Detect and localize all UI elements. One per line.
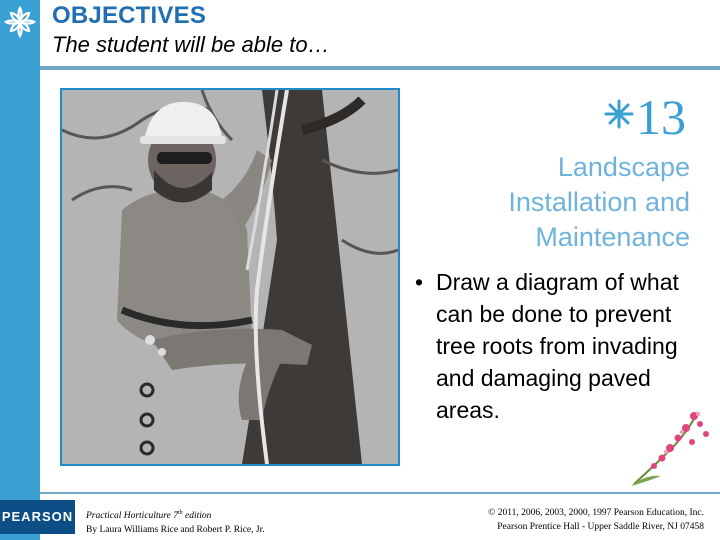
arborist-photo (60, 88, 400, 466)
book-credit (86, 506, 265, 537)
book-title: Practical Horticulture 7 (86, 511, 178, 522)
asterisk-flower-icon (0, 0, 40, 44)
objective-bullet (415, 266, 695, 426)
chapter-title-line: Maintenance (535, 222, 690, 252)
footer-divider (40, 492, 720, 494)
pearson-logo (0, 500, 75, 534)
edition-suffix: th (178, 510, 183, 516)
copyright-block (488, 506, 704, 534)
bullet-dot-icon: • (415, 269, 424, 295)
copyright-line: © 2011, 2006, 2003, 2000, 1997 Pearson Education, Inc. (488, 508, 704, 518)
objective-text: Draw a diagram of what can be done to prevent tree roots from invading and damaging paved areas. (436, 269, 679, 423)
edition-word: edition (182, 511, 212, 522)
slide-title: OBJECTIVES (52, 2, 207, 29)
chapter-marker (603, 89, 693, 145)
chapter-title (508, 150, 690, 255)
chapter-number: 13 (636, 89, 686, 145)
left-sidebar-band (0, 0, 40, 540)
chapter-title-line: Landscape (557, 152, 690, 182)
chapter-title-line: Installation and (508, 187, 690, 217)
slide-subtitle: The student will be able to… (52, 32, 330, 57)
book-authors: By Laura Williams Rice and Robert P. Rice, Jr. (86, 525, 265, 536)
pearson-logo-text: PEARSON (1, 509, 74, 524)
publisher-line: Pearson Prentice Hall - Upper Saddle River, NJ 07458 (497, 522, 704, 532)
header-divider (40, 66, 720, 70)
orchid-flower-icon (626, 404, 716, 488)
asterisk-icon (603, 98, 635, 135)
